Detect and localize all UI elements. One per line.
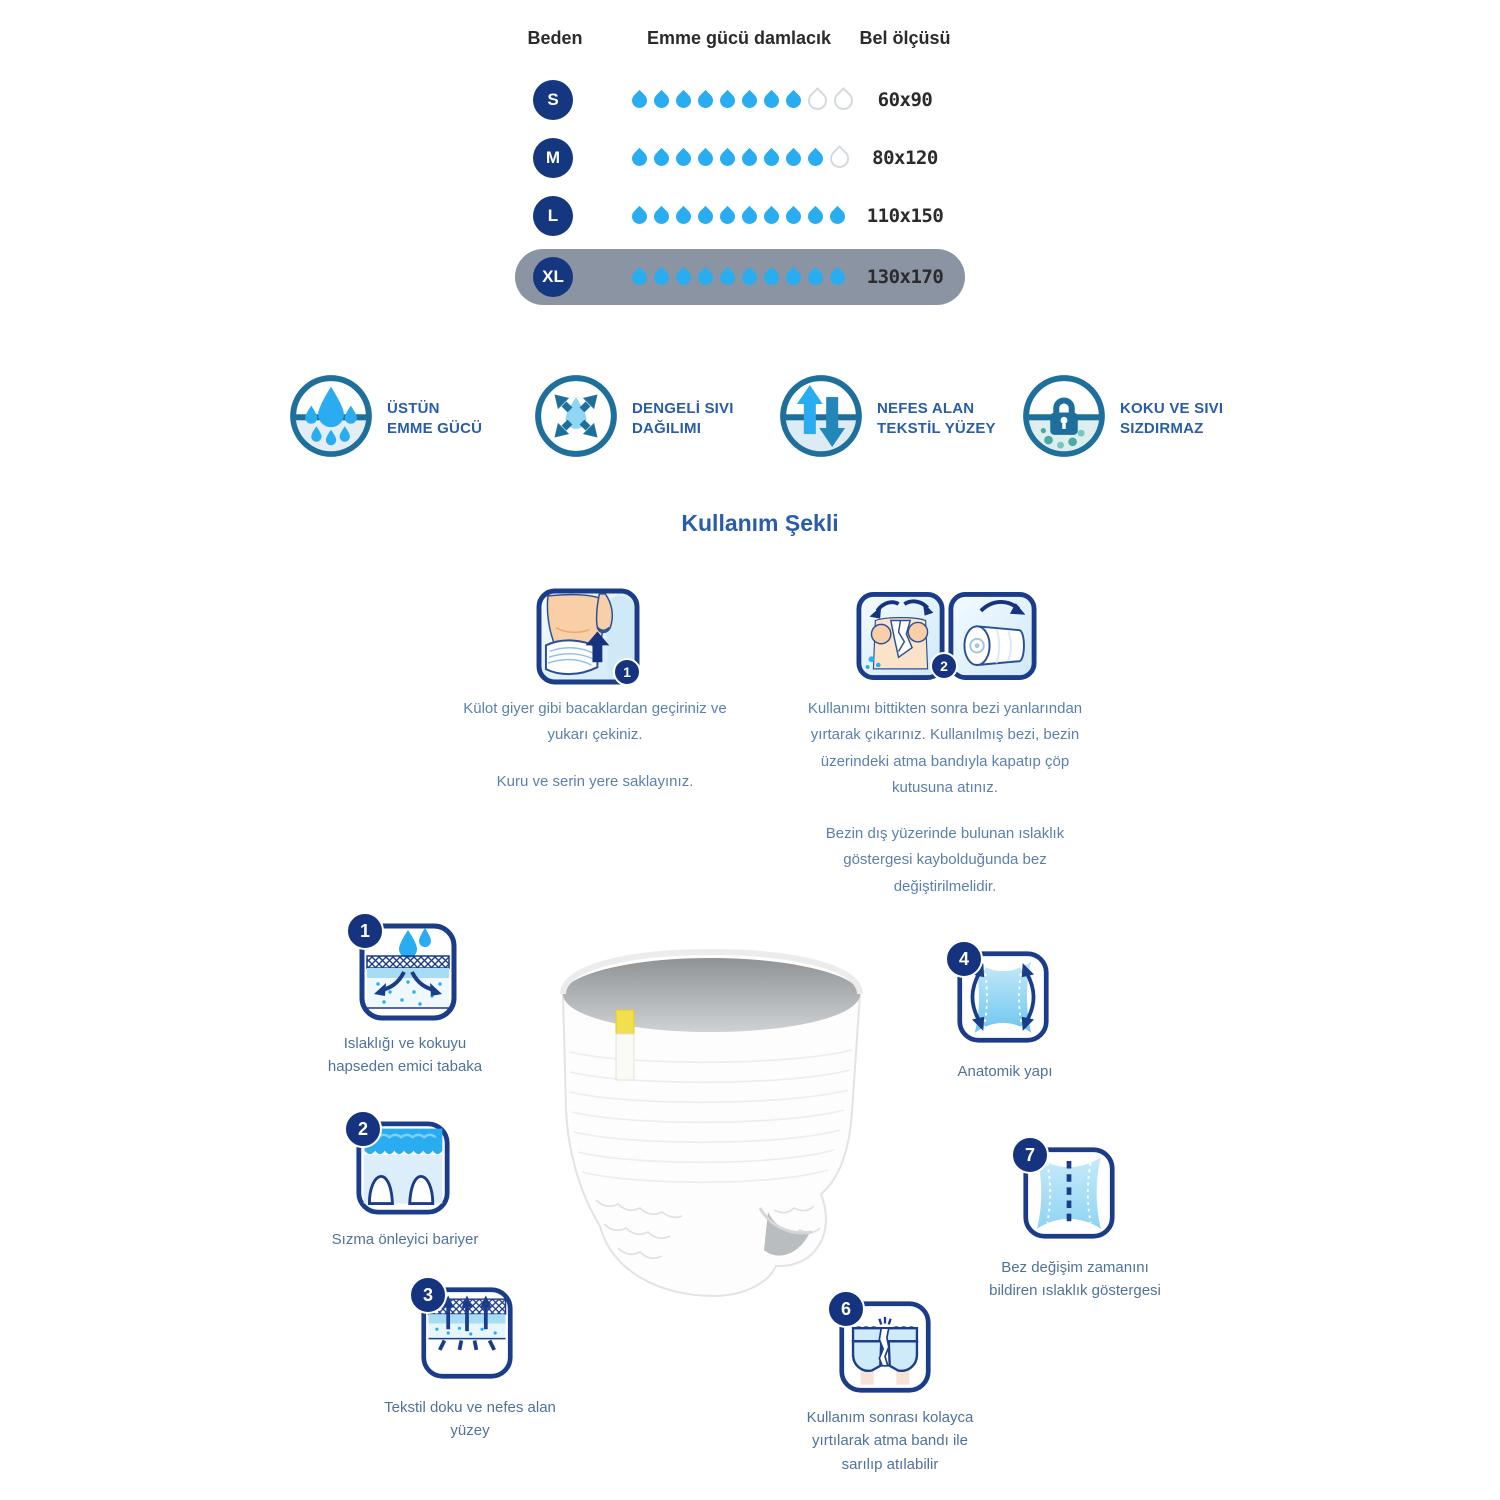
droplet-filled-icon <box>695 147 716 168</box>
droplet-filled-icon <box>805 266 826 287</box>
header-waist: Bel ölçüsü <box>859 28 951 48</box>
feature-absorption <box>288 373 482 464</box>
droplet-filled-icon <box>629 147 650 168</box>
droplet-filled-icon <box>629 266 650 287</box>
droplet-filled-icon <box>783 89 804 110</box>
table-row-l <box>515 188 965 244</box>
droplet-filled-icon <box>805 205 826 226</box>
droplet-filled-icon <box>783 205 804 226</box>
feature-label: DENGELİ SIVI DAĞILIMI <box>632 400 734 437</box>
header-size: Beden <box>527 28 583 48</box>
droplet-filled-icon <box>673 205 694 226</box>
droplet-filled-icon <box>761 205 782 226</box>
liquid-distribution-icon <box>533 373 619 464</box>
size-badge-s: S <box>533 80 573 120</box>
feature-label: NEFES ALAN TEKSTİL YÜZEY <box>877 400 996 437</box>
step2-illustration-roll <box>948 590 1037 687</box>
droplet-filled-icon <box>761 266 782 287</box>
droplet-filled-icon <box>783 266 804 287</box>
droplet-rating <box>632 249 845 305</box>
droplet-filled-icon <box>717 147 738 168</box>
waist-value: 110x150 <box>866 205 944 227</box>
size-badge-m: M <box>533 138 573 178</box>
droplet-filled-icon <box>761 89 782 110</box>
droplet-filled-icon <box>673 147 694 168</box>
droplet-filled-icon <box>739 266 760 287</box>
table-row-m <box>515 130 965 186</box>
droplet-rating <box>632 72 853 128</box>
feature-distribution <box>533 373 734 464</box>
step2-number-badge: 2 <box>930 652 958 680</box>
callout-label: Sızma önleyici bariyer <box>331 1231 479 1248</box>
callout-number-badge: 6 <box>827 1290 865 1328</box>
droplet-filled-icon <box>717 89 738 110</box>
droplet-filled-icon <box>695 266 716 287</box>
droplet-filled-icon <box>695 89 716 110</box>
header-absorption: Emme gücü damlacık <box>646 28 832 48</box>
droplet-filled-icon <box>717 266 738 287</box>
droplet-filled-icon <box>783 147 804 168</box>
callout-number-badge: 3 <box>409 1276 447 1314</box>
callout-label: Kullanım sonrası kolayca yırtılarak atma bandı ile sarılıp atılabilir <box>806 1409 974 1473</box>
callout-number-badge: 4 <box>945 940 983 978</box>
callout-label: Bez değişim zamanını bildiren ıslaklık göstergesi <box>989 1259 1161 1300</box>
product-photo-diaper-pants <box>538 932 883 1309</box>
table-row-s <box>515 72 965 128</box>
callout-number-badge: 2 <box>344 1110 382 1148</box>
droplet-filled-icon <box>651 205 672 226</box>
size-table <box>515 28 965 308</box>
droplet-rating <box>632 188 845 244</box>
waist-value: 80x120 <box>872 147 938 169</box>
droplet-filled-icon <box>651 266 672 287</box>
callout-number-badge: 1 <box>346 912 384 950</box>
step2-paragraph-1: Kullanımı bittikten sonra bezi yanlarından yırtarak çıkarınız. Kullanılmış bezi, bezin üzerindeki atma bandıyla kapatıp çöp kutusuna atınız. <box>807 700 1083 796</box>
droplet-filled-icon <box>717 205 738 226</box>
step1-paragraph-2: Kuru ve serin yere saklayınız. <box>496 772 694 790</box>
step1-paragraph-1: Külot giyer gibi bacaklardan geçiriniz ve yukarı çekiniz. <box>463 700 727 744</box>
callout-number-badge: 7 <box>1011 1136 1049 1174</box>
droplet-filled-icon <box>651 147 672 168</box>
size-table-header <box>515 28 965 58</box>
droplet-filled-icon <box>673 89 694 110</box>
feature-label: ÜSTÜN EMME GÜCÜ <box>387 400 483 437</box>
table-row-xl <box>515 249 965 305</box>
droplet-filled-icon <box>739 205 760 226</box>
droplet-filled-icon <box>629 89 650 110</box>
droplet-rating <box>632 130 849 186</box>
feature-breathable <box>778 373 996 464</box>
callout-label: Islaklığı ve kokuyu hapseden emici tabaka <box>327 1035 483 1076</box>
feature-odor-lock <box>1021 373 1223 464</box>
droplet-filled-icon <box>629 205 650 226</box>
waist-value: 60x90 <box>877 89 933 111</box>
step2-paragraph-2: Bezin dış yüzerinde bulunan ıslaklık göstergesi kaybolduğunda bez değiştirilmelidir. <box>825 825 1065 895</box>
breathable-surface-icon <box>778 373 864 464</box>
callout-label: Anatomik yapı <box>957 1063 1053 1080</box>
size-badge-xl: XL <box>533 257 573 297</box>
step1-instructions <box>425 696 765 815</box>
droplet-filled-icon <box>695 205 716 226</box>
odor-liquid-lock-icon <box>1021 373 1107 464</box>
droplet-filled-icon <box>805 147 826 168</box>
droplet-filled-icon <box>739 147 760 168</box>
usage-section-title: Kullanım Şekli <box>681 510 839 536</box>
callout-label: Tekstil doku ve nefes alan yüzey <box>384 1399 556 1440</box>
step2-instructions <box>790 696 1100 920</box>
droplet-filled-icon <box>761 147 782 168</box>
size-badge-l: L <box>533 196 573 236</box>
feature-label: KOKU VE SIVI SIZDIRMAZ <box>1120 400 1224 437</box>
step1-number-badge: 1 <box>613 658 641 686</box>
droplet-filled-icon <box>739 89 760 110</box>
droplet-filled-icon <box>673 266 694 287</box>
droplet-empty-icon <box>804 87 831 114</box>
absorption-drops-icon <box>288 373 374 464</box>
waist-value: 130x170 <box>866 266 944 288</box>
droplet-filled-icon <box>651 89 672 110</box>
